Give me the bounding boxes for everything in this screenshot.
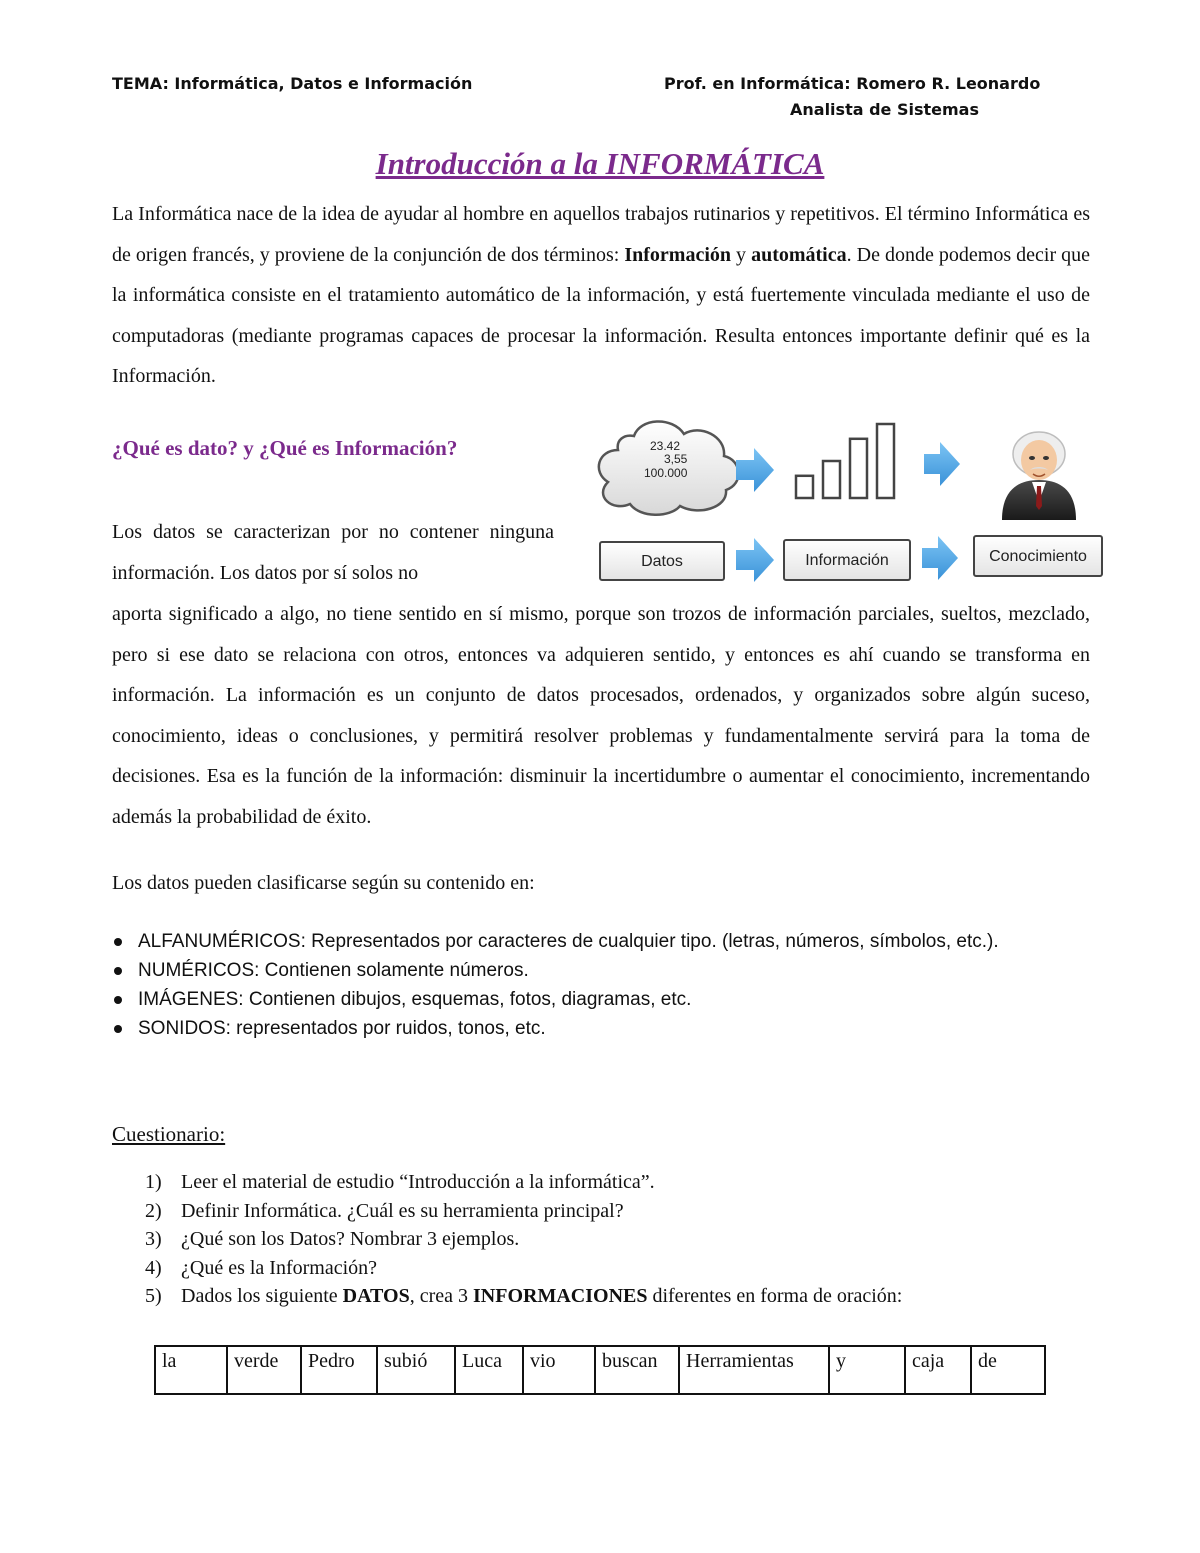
quiz-text: Leer el material de estudio “Introducción a la informática”. — [181, 1171, 655, 1193]
quiz-text: Definir Informática. ¿Cuál es su herramienta principal? — [181, 1199, 624, 1222]
quiz-text: ¿Qué son los Datos? Nombrar 3 ejemplos. — [181, 1228, 520, 1250]
quiz-list — [145, 1168, 902, 1311]
quiz-num: 4) — [145, 1256, 162, 1279]
list-item — [145, 1197, 902, 1226]
classify-intro: Los datos pueden clasificarse según su contenido en: — [112, 872, 535, 894]
list-item — [112, 928, 1072, 956]
informacion-box — [784, 540, 910, 580]
list-item — [145, 1254, 902, 1283]
data-types-list — [112, 928, 1072, 1044]
list-item — [145, 1225, 902, 1254]
list-item — [145, 1168, 902, 1197]
word-cell: caja — [905, 1346, 971, 1394]
word-cell: de — [971, 1346, 1045, 1394]
quiz-text-part: diferentes en forma de oración: — [647, 1285, 903, 1307]
list-item — [112, 986, 1072, 1014]
quiz-text-part: , crea 3 — [409, 1285, 474, 1307]
table-row — [155, 1346, 1045, 1394]
arrow-right-icon — [736, 448, 774, 492]
word-cell: Herramientas — [679, 1346, 829, 1394]
type-name: IMÁGENES: — [138, 989, 244, 1010]
type-name: NUMÉRICOS: — [138, 960, 260, 981]
datos-body: aporta significado a algo, no tiene sentido en sí mismo, porque son trozos de información parciales, sueltos, mezclado, pero si ese dato se relaciona con otros, entonces va adquieren sentido, y entonces es ahí cuando se transforma en información. La información es un conjunto de datos procesados, ordenados, y organizados sobre algún suceso, conocimiento, ideas o conclusiones, y permitirá resolver problemas y fundamentalmente servirá para la toma de decisiones. Esa es la función de la información: disminuir la incertidumbre o aumentar el conocimiento, incrementando además la probabilidad de éxito. — [112, 603, 1090, 828]
header-topic: TEMA: Informática, Datos e Información — [112, 74, 473, 93]
quiz-num: 2) — [145, 1199, 162, 1222]
intro-bold-informacion: Información — [624, 243, 732, 266]
type-name: SONIDOS: — [138, 1018, 231, 1039]
intro-text-3: . De donde podemos decir que la informática consiste en el tratamiento automático de la información, y está fuertemente vinculada mediante el uso de computadoras (mediante programas capaces de procesar la información. Resulta entonces importante definir qué es la Información. — [112, 243, 1091, 387]
cloud-value-3: 100.000 — [644, 466, 688, 480]
bar-chart-icon — [796, 424, 894, 498]
datos-box — [600, 542, 724, 580]
word-cell: la — [155, 1346, 227, 1394]
diagram-label-datos: Datos — [641, 553, 683, 570]
word-cell: y — [829, 1346, 905, 1394]
data-info-knowledge-diagram — [588, 410, 1108, 590]
section-heading: ¿Qué es dato? y ¿Qué es Información? — [112, 436, 458, 460]
bar-mark — [796, 476, 813, 498]
bar-mark — [877, 424, 894, 498]
quiz-title: Cuestionario: — [112, 1122, 226, 1146]
arrow-right-icon — [922, 536, 958, 580]
intro-paragraph — [112, 194, 1090, 397]
type-desc: representados por ruidos, tonos, etc. — [230, 1018, 546, 1039]
bar-mark — [850, 439, 867, 498]
word-cell: Luca — [455, 1346, 523, 1394]
word-cell: verde — [227, 1346, 301, 1394]
list-item — [112, 957, 1072, 985]
quiz-num: 3) — [145, 1228, 162, 1250]
page-title: Introducción a la INFORMÁTICA — [375, 146, 825, 181]
diagram-label-informacion: Información — [805, 552, 889, 569]
datos-intro: Los datos se caracterizan por no contener ninguna información. Los datos por sí solos no — [112, 521, 554, 584]
header-teacher: Prof. en Informática: Romero R. Leonardo — [664, 74, 1041, 93]
quiz-num: 1) — [145, 1171, 162, 1193]
bar-mark — [823, 461, 840, 498]
quiz-text — [181, 1282, 902, 1311]
list-item — [112, 1015, 1072, 1043]
cloud-value-1: 23.42 — [650, 439, 681, 453]
intro-bold-automatica: automática — [751, 243, 847, 266]
word-cell: vio — [523, 1346, 595, 1394]
quiz-text: ¿Qué es la Información? — [181, 1256, 378, 1279]
cloud-value-2: 3,55 — [664, 452, 688, 466]
person-icon — [1002, 432, 1076, 520]
quiz-text-part: Dados los siguiente — [181, 1285, 343, 1307]
diagram-label-conocimiento: Conocimiento — [989, 548, 1087, 565]
quiz-bold-informaciones: INFORMACIONES — [473, 1285, 648, 1307]
type-desc: Contienen dibujos, esquemas, fotos, diagramas, etc. — [243, 989, 692, 1010]
intro-text-2: y — [731, 243, 752, 266]
type-desc: Representados por caracteres de cualquier tipo. (letras, números, símbolos, etc.). — [305, 931, 999, 952]
type-desc: Contienen solamente números. — [259, 960, 529, 981]
arrow-right-icon — [736, 538, 774, 582]
header-role: Analista de Sistemas — [790, 100, 979, 119]
word-cell: buscan — [595, 1346, 679, 1394]
word-cell: Pedro — [301, 1346, 377, 1394]
words-table — [154, 1345, 1046, 1395]
arrow-right-icon — [924, 442, 960, 486]
type-name: ALFANUMÉRICOS: — [138, 931, 306, 952]
quiz-num: 5) — [145, 1285, 162, 1307]
intro-text-1: La Informática nace de la idea de ayudar al hombre en aquellos trabajos rutinarios y repetitivos. El término Informática es de origen francés, y proviene de la conjunción de dos términos: — [112, 203, 1090, 266]
list-item — [145, 1282, 902, 1311]
quiz-bold-datos: DATOS — [342, 1285, 410, 1307]
word-cell: subió — [377, 1346, 455, 1394]
conocimiento-box — [974, 536, 1102, 576]
